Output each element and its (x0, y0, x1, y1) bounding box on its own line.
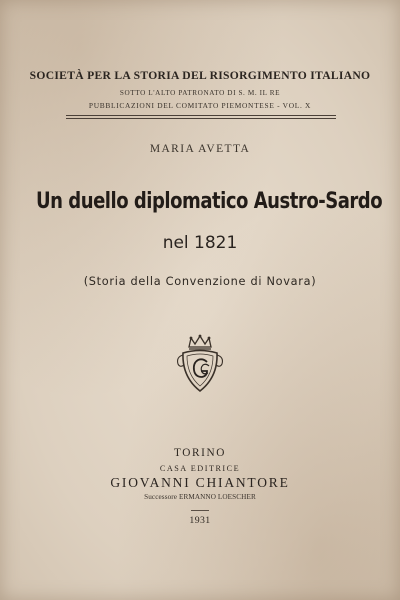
series-line: PUBBLICAZIONI DEL COMITATO PIEMONTESE - VOL. X (88, 101, 312, 110)
publication-year: 1931 (189, 515, 211, 526)
society-name: SOCIETÀ PER LA STORIA DEL RISORGIMENTO ITALIANO (29, 69, 371, 82)
title-year-line: nel 1821 (162, 233, 238, 253)
imprint-house: CASA EDITRICE (159, 464, 241, 473)
patronage-line: SOTTO L'ALTO PATRONATO DI S. M. IL RE (119, 89, 281, 97)
header-divider (66, 115, 336, 116)
publisher-successor: Successore ERMANNO LOESCHER (144, 493, 256, 501)
header-divider-thin (66, 118, 336, 119)
book-subtitle: (Storia della Convenzione di Novara) (83, 275, 317, 288)
imprint-divider (191, 510, 209, 511)
publisher-monogram-crest-icon (172, 333, 228, 395)
book-title: Un duello diplomatico Austro-Sardo (36, 189, 383, 214)
imprint-city: TORINO (173, 447, 227, 459)
publisher-name: GIOVANNI CHIANTORE (110, 475, 290, 490)
author-name: MARIA AVETTA (149, 143, 251, 155)
